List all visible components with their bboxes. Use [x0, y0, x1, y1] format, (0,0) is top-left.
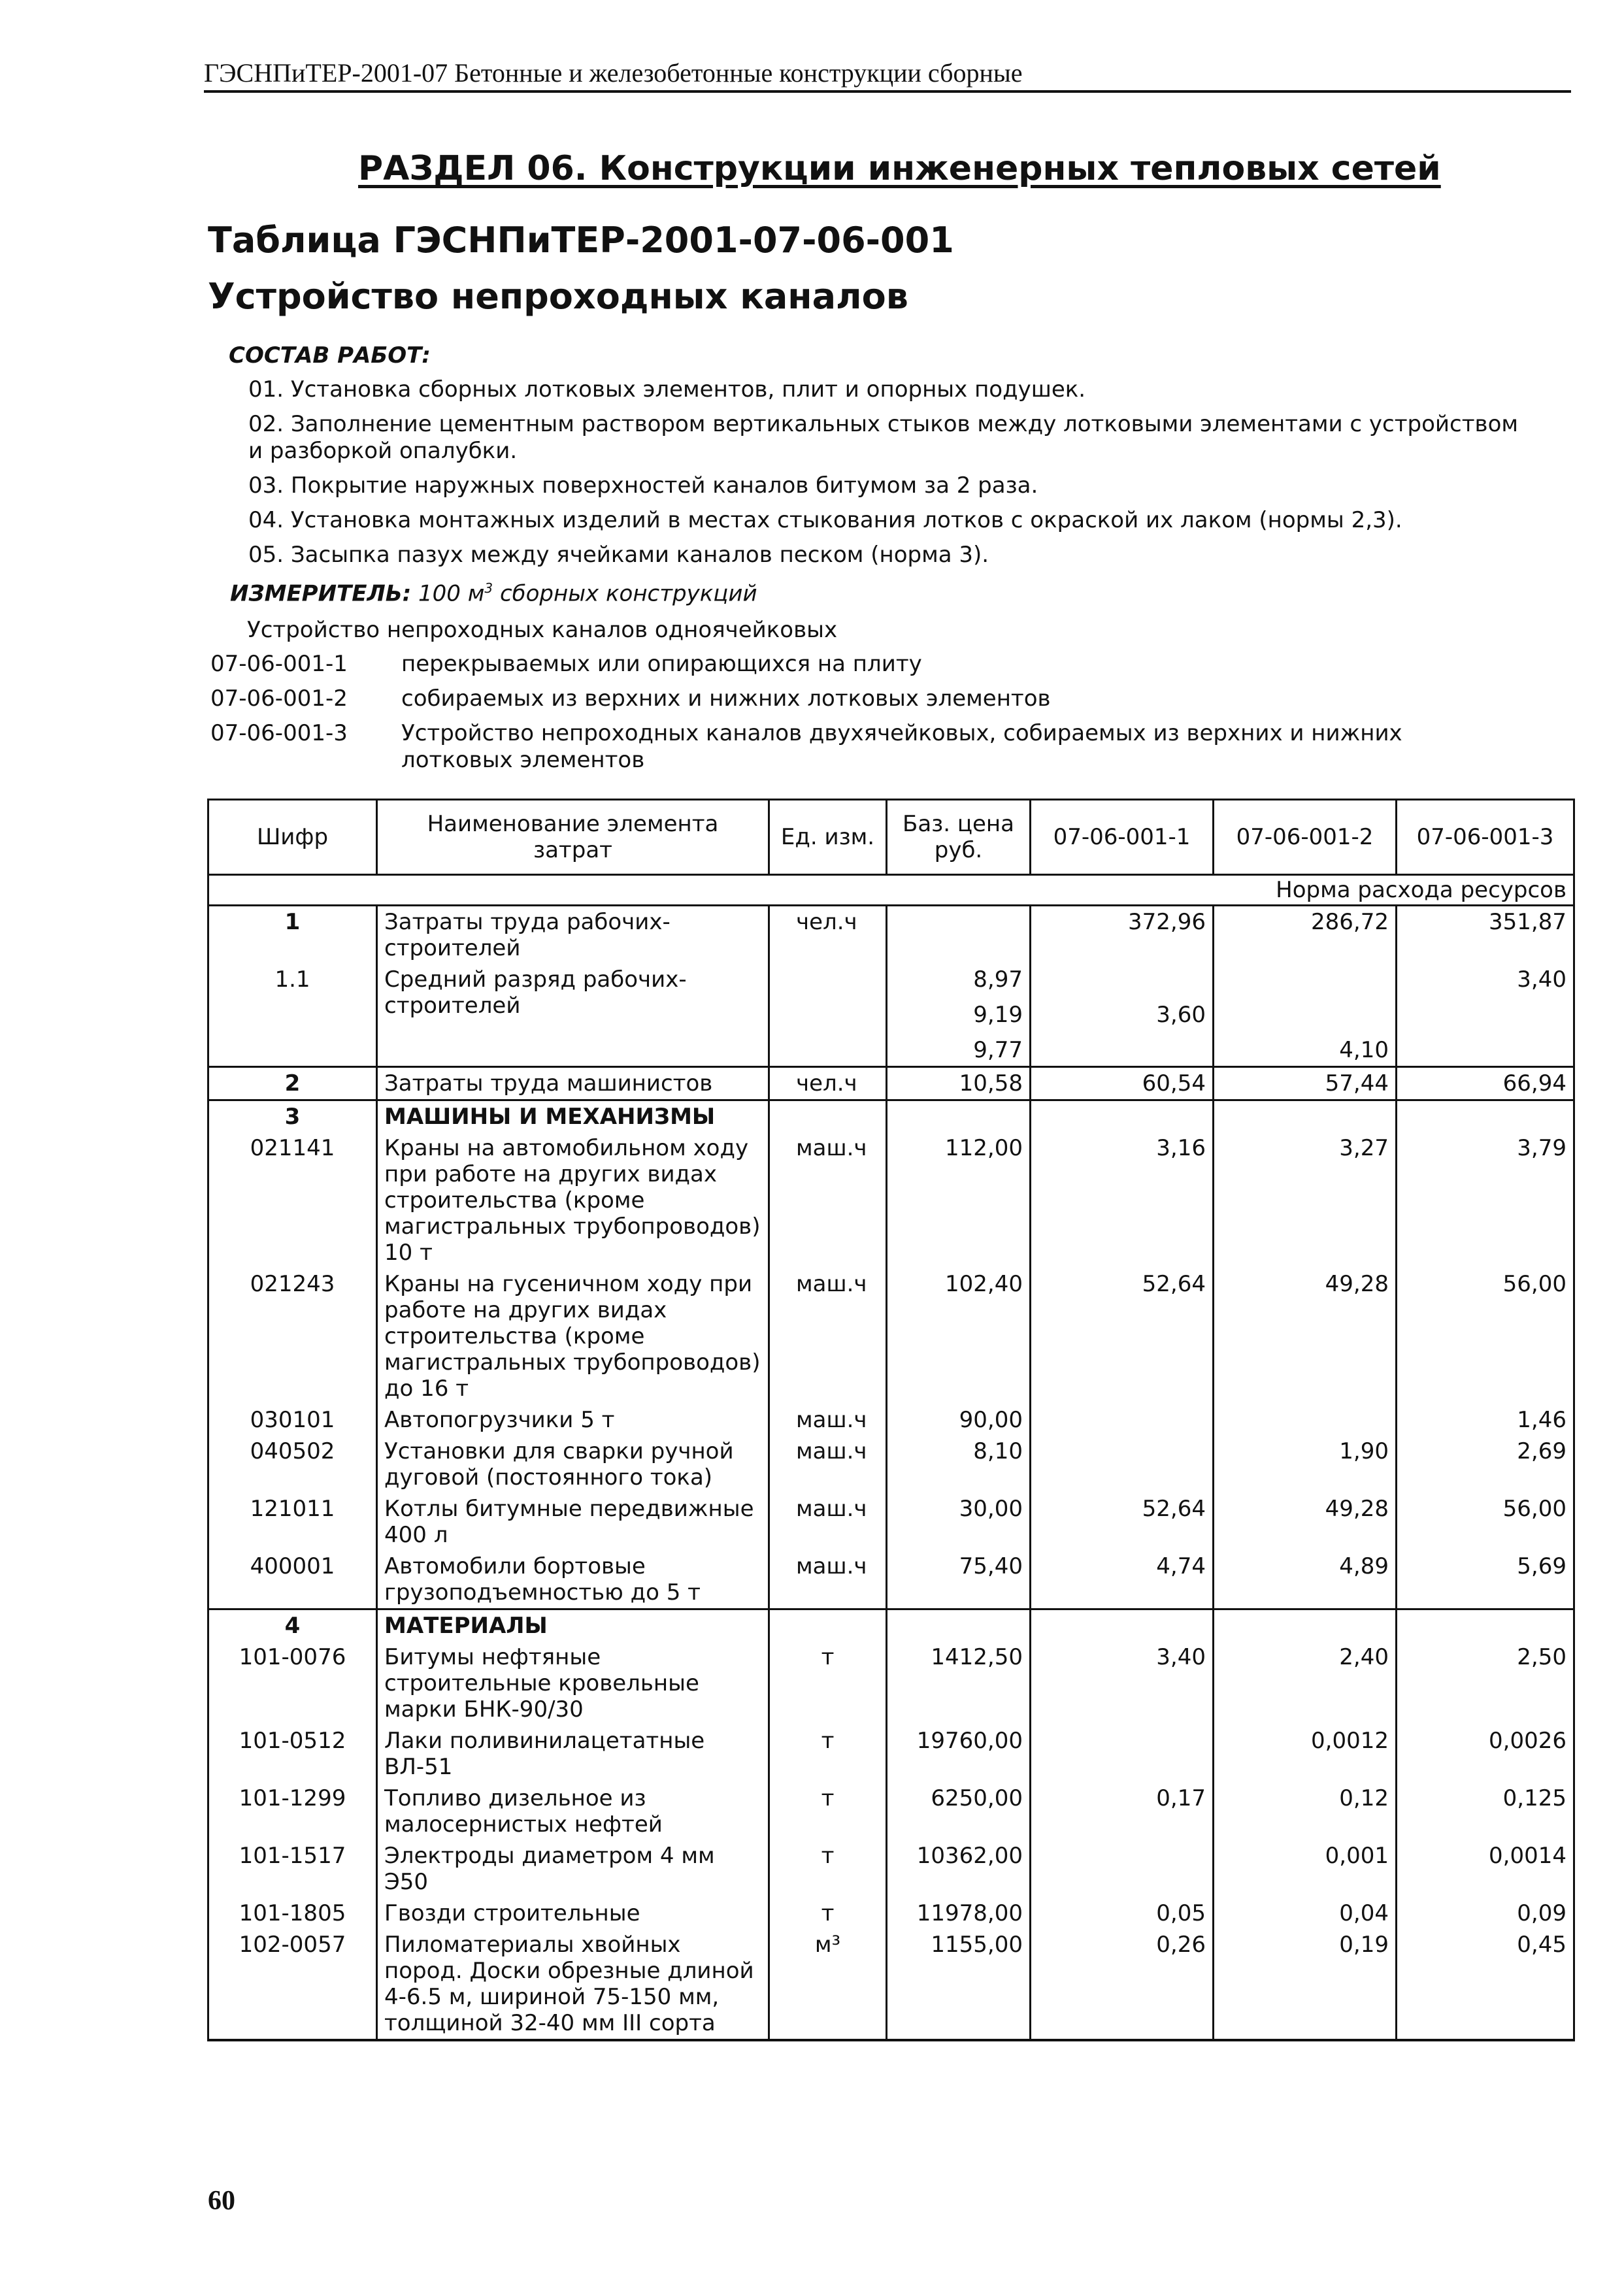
cell-norm-2: 286,72	[1214, 906, 1397, 965]
cell-unit: чел.ч	[769, 1067, 887, 1100]
norm-label: Норма расхода ресурсов	[208, 875, 1574, 906]
measure-sup: 3	[484, 580, 493, 596]
cell-norm-1	[1031, 1100, 1214, 1133]
cell-code: 021141	[208, 1132, 377, 1268]
group-line: Устройство непроходных каналов одноячейковых	[247, 617, 838, 643]
cell-code: 040502	[208, 1436, 377, 1493]
cell-price: 8,10	[887, 1436, 1031, 1493]
cell-name: Котлы битумные передвижные 400 л	[377, 1493, 769, 1551]
cell-name: Средний разряд рабочих-строителей	[377, 964, 769, 1067]
cell-norm-3: 3,40	[1397, 964, 1574, 1067]
cell-norm-1	[1031, 1840, 1214, 1898]
code-id: 07-06-001-2	[210, 685, 348, 712]
header-price: Баз. цена руб.	[887, 800, 1031, 875]
cell-norm-2: 49,28	[1214, 1493, 1397, 1551]
cell-code: 030101	[208, 1404, 377, 1436]
cell-norm-3	[1397, 1100, 1574, 1133]
code-id: 07-06-001-3	[210, 720, 348, 746]
cell-code: 2	[208, 1067, 377, 1100]
cell-norm-2: 0,19	[1214, 1929, 1397, 2040]
cell-norm-1: 52,64	[1031, 1268, 1214, 1404]
cell-norm-1: 0,26	[1031, 1929, 1214, 2040]
cell-norm-1-wrap	[1031, 964, 1214, 1067]
cell-unit: маш.ч	[769, 1132, 887, 1268]
code-row	[210, 720, 1517, 774]
cell-unit: маш.ч	[769, 1551, 887, 1609]
header-unit: Ед. изм.	[769, 800, 887, 875]
cell-code: 400001	[208, 1551, 377, 1609]
cell-norm-3: 0,45	[1397, 1929, 1574, 2040]
cell-norm-3	[1397, 1609, 1574, 1642]
cell-name: Затраты труда машинистов	[377, 1067, 769, 1100]
cell-norm-2: 49,28	[1214, 1268, 1397, 1404]
works-item: 04. Установка монтажных изделий в местах стыкования лотков с окраской их лаком (нормы 2,3).	[248, 507, 1402, 533]
cell-norm-3: 2,50	[1397, 1641, 1574, 1725]
cell-code: 021243	[208, 1268, 377, 1404]
cell-norm-3: 0,09	[1397, 1898, 1574, 1929]
cell-unit: т	[769, 1898, 887, 1929]
cell-unit: т	[769, 1840, 887, 1898]
cell-code: 101-0076	[208, 1641, 377, 1725]
cell-price: 112,00	[887, 1132, 1031, 1268]
cell-price	[887, 1609, 1031, 1642]
cell-price: 1412,50	[887, 1641, 1031, 1725]
cell-norm-3: 2,69	[1397, 1436, 1574, 1493]
works-item: 05. Засыпка пазух между ячейками каналов песком (норма 3).	[248, 542, 989, 568]
cell-price: 6250,00	[887, 1783, 1031, 1840]
cell-unit	[769, 1100, 887, 1133]
cell-norm-2: 0,04	[1214, 1898, 1397, 1929]
cell-norm-2	[1214, 1100, 1397, 1133]
table-row	[208, 1100, 1574, 1133]
cell-name: Краны на гусеничном ходу при работе на других видах строительства (кроме магистральных трубопроводов) до 16 т	[377, 1268, 769, 1404]
cell-price: 102,40	[887, 1268, 1031, 1404]
cell-price: 75,40	[887, 1551, 1031, 1609]
code-desc: перекрываемых или опирающихся на плиту	[401, 651, 922, 677]
measure-label: ИЗМЕРИТЕЛЬ:	[230, 580, 412, 607]
cell-unit: маш.ч	[769, 1404, 887, 1436]
cell-unit	[769, 964, 887, 1067]
code-row	[210, 651, 1517, 678]
cell-norm-2: 57,44	[1214, 1067, 1397, 1100]
table-row	[208, 1641, 1574, 1725]
cell-norm-2: 4,10	[1339, 1037, 1389, 1063]
norms-table	[207, 799, 1575, 2041]
cell-price: 90,00	[887, 1404, 1031, 1436]
measure-value: 100 м	[418, 580, 485, 607]
table-row	[208, 1493, 1574, 1551]
cell-norm-1: 60,54	[1031, 1067, 1214, 1100]
cell-price: 10362,00	[887, 1840, 1031, 1898]
table-row	[208, 906, 1574, 965]
cell-norm-2: 2,40	[1214, 1641, 1397, 1725]
cell-norm-1: 52,64	[1031, 1493, 1214, 1551]
header-rule	[204, 90, 1571, 93]
cell-name: Битумы нефтяные строительные кровельные марки БНК-90/30	[377, 1641, 769, 1725]
cell-unit: м³	[769, 1929, 887, 2040]
cell-norm-1: 4,74	[1031, 1551, 1214, 1609]
header-norm-3: 07-06-001-3	[1397, 800, 1574, 875]
cell-norm-1	[1031, 1404, 1214, 1436]
cell-price-stack	[887, 964, 1031, 1067]
cell-price: 10,58	[887, 1067, 1031, 1100]
cell-code: 101-0512	[208, 1725, 377, 1783]
cell-norm-2: 3,27	[1214, 1132, 1397, 1268]
table-row	[208, 1609, 1574, 1642]
works-item: 01. Установка сборных лотковых элементов, плит и опорных подушек.	[248, 376, 1086, 403]
table-row	[208, 1929, 1574, 2040]
works-item: 02. Заполнение цементным раствором вертикальных стыков между лотковыми элементами с устройством и разборкой опалубки.	[248, 411, 1519, 464]
cell-unit: маш.ч	[769, 1436, 887, 1493]
measure-line	[230, 580, 757, 606]
table-row	[208, 1067, 1574, 1100]
table-row	[208, 964, 1574, 1067]
cell-name: МАТЕРИАЛЫ	[377, 1609, 769, 1642]
header-code: Шифр	[208, 800, 377, 875]
header-norm-2: 07-06-001-2	[1214, 800, 1397, 875]
header-name: Наименование элемента затрат	[377, 800, 769, 875]
table-row	[208, 1132, 1574, 1268]
table-row	[208, 1898, 1574, 1929]
measure-tail: сборных конструкций	[499, 580, 757, 607]
cell-name: Электроды диаметром 4 мм Э50	[377, 1840, 769, 1898]
cell-name: Пиломатериалы хвойных пород. Доски обрезные длиной 4-6.5 м, шириной 75-150 мм, толщиной 32-40 мм III сорта	[377, 1929, 769, 2040]
cell-unit: маш.ч	[769, 1493, 887, 1551]
cell-norm-1: 3,40	[1031, 1641, 1214, 1725]
cell-norm-3: 5,69	[1397, 1551, 1574, 1609]
price-line: 9,19	[973, 1002, 1023, 1028]
cell-code: 3	[208, 1100, 377, 1133]
cell-norm-3: 3,79	[1397, 1132, 1574, 1268]
cell-name: Автомобили бортовые грузоподъемностью до 5 т	[377, 1551, 769, 1609]
cell-norm-3: 66,94	[1397, 1067, 1574, 1100]
page-number: 60	[208, 2186, 235, 2216]
cell-name: Лаки поливинилацетатные ВЛ-51	[377, 1725, 769, 1783]
code-list	[210, 651, 1517, 782]
cell-name: Гвозди строительные	[377, 1898, 769, 1929]
table-row	[208, 1725, 1574, 1783]
code-desc: собираемых из верхних и нижних лотковых элементов	[401, 685, 1051, 712]
cell-unit: т	[769, 1783, 887, 1840]
code-desc: Устройство непроходных каналов двухячейковых, собираемых из верхних и нижних лотковых элементов	[401, 720, 1402, 773]
code-id: 07-06-001-1	[210, 651, 348, 677]
running-header: ГЭСНПиТЕР-2001-07 Бетонные и железобетонные конструкции сборные	[204, 58, 1023, 88]
cell-code: 4	[208, 1609, 377, 1642]
table-header-row	[208, 800, 1574, 875]
cell-price	[887, 1100, 1031, 1133]
cell-norm-1: 372,96	[1031, 906, 1214, 965]
cell-norm-2	[1214, 1404, 1397, 1436]
code-row	[210, 685, 1517, 712]
cell-norm-3: 0,0014	[1397, 1840, 1574, 1898]
cell-code: 101-1805	[208, 1898, 377, 1929]
works-heading: СОСТАВ РАБОТ:	[229, 342, 431, 369]
cell-unit: маш.ч	[769, 1268, 887, 1404]
cell-code: 101-1299	[208, 1783, 377, 1840]
cell-norm-1	[1031, 1725, 1214, 1783]
cell-price: 19760,00	[887, 1725, 1031, 1783]
price-line: 9,77	[973, 1037, 1023, 1063]
cell-norm-2	[1214, 1609, 1397, 1642]
cell-code: 121011	[208, 1493, 377, 1551]
cell-norm-3: 56,00	[1397, 1268, 1574, 1404]
cell-price: 11978,00	[887, 1898, 1031, 1929]
norm-label-row	[208, 875, 1574, 906]
cell-unit	[769, 1609, 887, 1642]
cell-name: Затраты труда рабочих-строителей	[377, 906, 769, 965]
cell-norm-1: 3,16	[1031, 1132, 1214, 1268]
cell-norm-1: 0,05	[1031, 1898, 1214, 1929]
cell-norm-3: 1,46	[1397, 1404, 1574, 1436]
section-title: РАЗДЕЛ 06. Конструкции инженерных тепловых сетей	[358, 149, 1441, 188]
cell-name: Установки для сварки ручной дуговой (постоянного тока)	[377, 1436, 769, 1493]
cell-norm-3: 0,125	[1397, 1783, 1574, 1840]
cell-price: 30,00	[887, 1493, 1031, 1551]
table-row	[208, 1840, 1574, 1898]
cell-code: 102-0057	[208, 1929, 377, 2040]
cell-norm-2: 0,0012	[1214, 1725, 1397, 1783]
cell-code: 101-1517	[208, 1840, 377, 1898]
cell-norm-3: 0,0026	[1397, 1725, 1574, 1783]
cell-norm-2-wrap	[1214, 964, 1397, 1067]
cell-norm-2: 0,12	[1214, 1783, 1397, 1840]
price-line: 8,97	[973, 966, 1023, 993]
works-item: 03. Покрытие наружных поверхностей каналов битумом за 2 раза.	[248, 472, 1038, 499]
cell-unit: чел.ч	[769, 906, 887, 965]
cell-name: Автопогрузчики 5 т	[377, 1404, 769, 1436]
cell-norm-2: 1,90	[1214, 1436, 1397, 1493]
cell-price: 1155,00	[887, 1929, 1031, 2040]
cell-name: Топливо дизельное из малосернистых нефтей	[377, 1783, 769, 1840]
cell-norm-1: 0,17	[1031, 1783, 1214, 1840]
works-list	[248, 376, 1529, 576]
table-title: Таблица ГЭСНПиТЕР-2001-07-06-001	[208, 220, 954, 261]
cell-norm-1	[1031, 1609, 1214, 1642]
table-row	[208, 1551, 1574, 1609]
table-subtitle: Устройство непроходных каналов	[208, 276, 908, 317]
table-row	[208, 1268, 1574, 1404]
table-row	[208, 1436, 1574, 1493]
cell-norm-2: 4,89	[1214, 1551, 1397, 1609]
cell-unit: т	[769, 1725, 887, 1783]
cell-norm-2: 0,001	[1214, 1840, 1397, 1898]
cell-norm-3: 56,00	[1397, 1493, 1574, 1551]
cell-unit: т	[769, 1641, 887, 1725]
cell-price	[887, 906, 1031, 965]
header-norm-1: 07-06-001-1	[1031, 800, 1214, 875]
cell-code: 1	[208, 906, 377, 965]
cell-name: Краны на автомобильном ходу при работе на других видах строительства (кроме магистральных трубопроводов) 10 т	[377, 1132, 769, 1268]
cell-norm-3: 351,87	[1397, 906, 1574, 965]
cell-norm-1	[1031, 1436, 1214, 1493]
table-row	[208, 1404, 1574, 1436]
table-row	[208, 1783, 1574, 1840]
cell-name: МАШИНЫ И МЕХАНИЗМЫ	[377, 1100, 769, 1133]
cell-norm-1: 3,60	[1156, 1002, 1206, 1028]
cell-code: 1.1	[208, 964, 377, 1067]
